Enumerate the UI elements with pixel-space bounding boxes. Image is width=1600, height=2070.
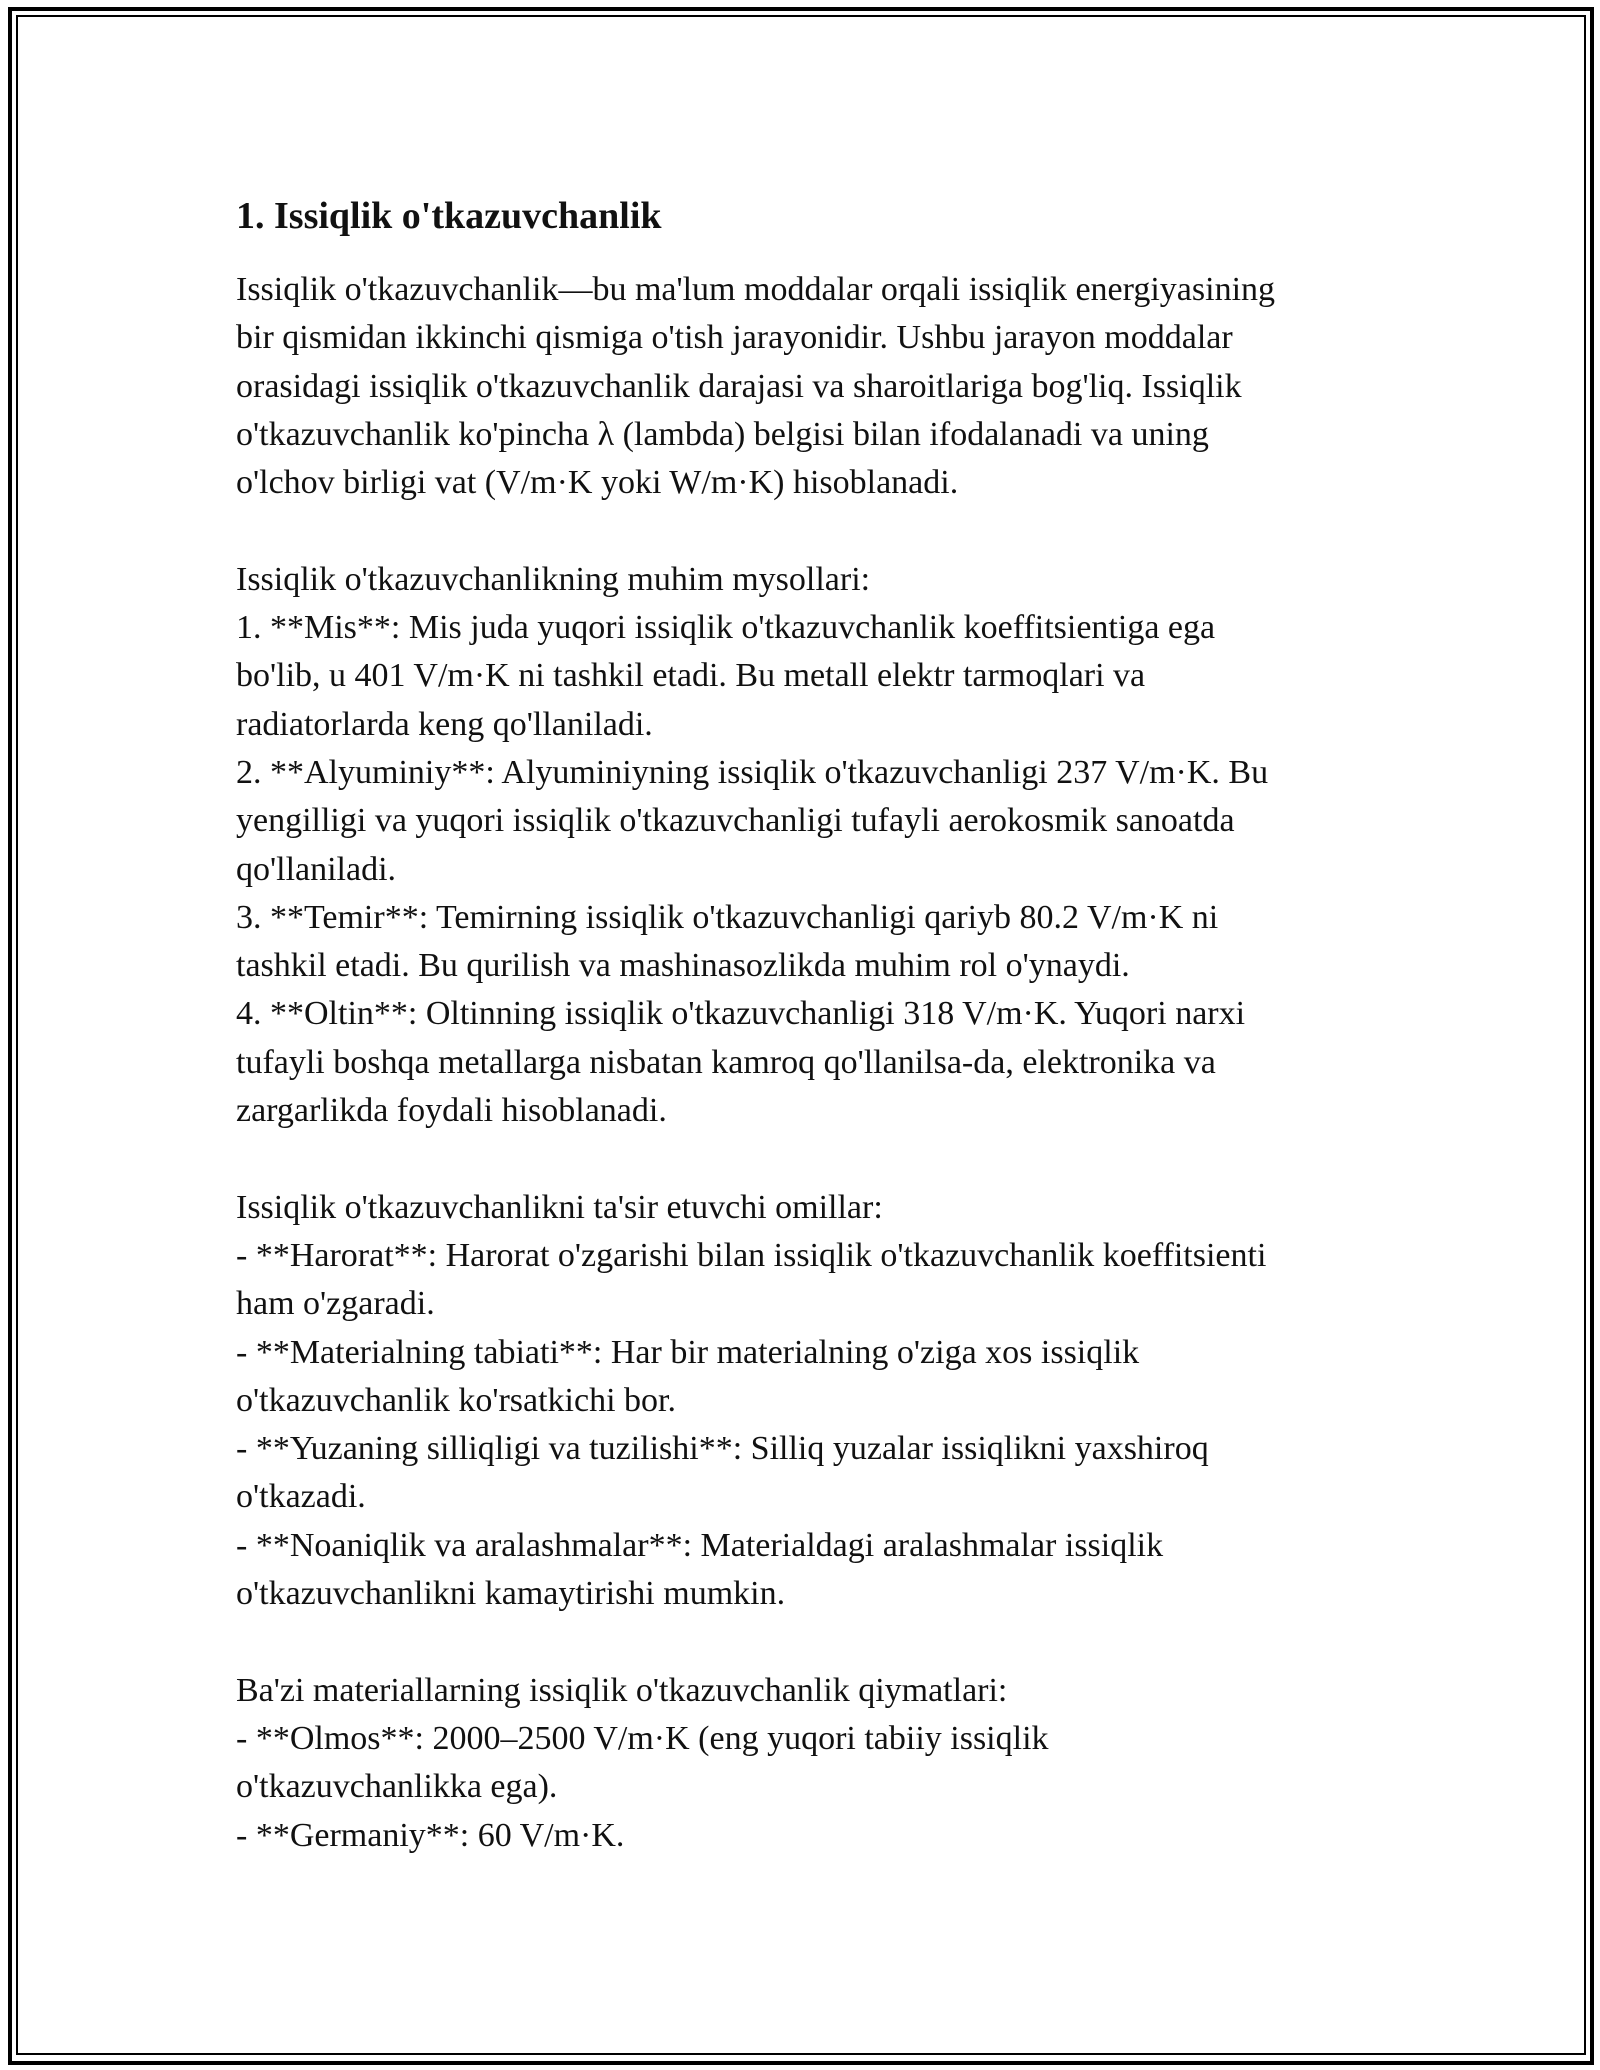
text-line: orasidagi issiqlik o'tkazuvchanlik darajasi va sharoitlariga bog'liq. Issiqlik bbox=[236, 367, 1242, 405]
text-line: radiatorlarda keng qo'llaniladi. bbox=[236, 705, 653, 743]
text-line: bir qismidan ikkinchi qismiga o'tish jarayonidir. Ushbu jarayon moddalar bbox=[236, 319, 1233, 357]
page-title: 1. Issiqlik o'tkazuvchanlik bbox=[236, 195, 662, 237]
text-line: o'tkazuvchanlik ko'pincha λ (lambda) belgisi bilan ifodalanadi va uning bbox=[236, 415, 1209, 453]
text-line: o'lchov birligi vat (V/m·K yoki W/m·K) hisoblanadi. bbox=[236, 464, 959, 502]
document-body bbox=[236, 266, 1396, 1860]
blank-line bbox=[236, 1135, 1396, 1183]
text-line: Issiqlik o'tkazuvchanlik—bu ma'lum moddalar orqali issiqlik energiyasining bbox=[236, 271, 1276, 308]
text-line: Issiqlik o'tkazuvchanlikning muhim mysollari: bbox=[236, 560, 871, 598]
text-line: zargarlikda foydali hisoblanadi. bbox=[236, 1092, 667, 1130]
text-line: o'tkazuvchanlikka ega). bbox=[236, 1768, 558, 1806]
text-line: 1. **Mis**: Mis juda yuqori issiqlik o'tkazuvchanlik koeffitsientiga ega bbox=[236, 609, 1216, 647]
text-line: Ba'zi materiallarning issiqlik o'tkazuvchanlik qiymatlari: bbox=[236, 1671, 1008, 1709]
text-line: yengilligi va yuqori issiqlik o'tkazuvchanligi tufayli aerokosmik sanoatda bbox=[236, 802, 1235, 840]
text-line: o'tkazuvchanlik ko'rsatkichi bor. bbox=[236, 1381, 676, 1419]
text-line: qo'llaniladi. bbox=[236, 850, 397, 888]
text-line: - **Harorat**: Harorat o'zgarishi bilan issiqlik o'tkazuvchanlik koeffitsienti bbox=[236, 1236, 1267, 1274]
text-line: tufayli boshqa metallarga nisbatan kamroq qo'llanilsa-da, elektronika va bbox=[236, 1043, 1216, 1081]
text-line: tashkil etadi. Bu qurilish va mashinasozlikda muhim rol o'ynaydi. bbox=[236, 947, 1130, 985]
text-line: ham o'zgaradi. bbox=[236, 1285, 435, 1323]
text-line: 3. **Temir**: Temirning issiqlik o'tkazuvchanligi qariyb 80.2 V/m·K ni bbox=[236, 898, 1219, 936]
text-line: o'tkazadi. bbox=[236, 1478, 366, 1516]
document-page bbox=[236, 180, 1396, 1860]
text-line: - **Noaniqlik va aralashmalar**: Materialdagi aralashmalar issiqlik bbox=[236, 1526, 1164, 1564]
blank-line bbox=[236, 507, 1396, 555]
text-line: - **Materialning tabiati**: Har bir materialning o'ziga xos issiqlik bbox=[236, 1333, 1140, 1371]
text-line: o'tkazuvchanlikni kamaytirishi mumkin. bbox=[236, 1575, 786, 1613]
text-line: bo'lib, u 401 V/m·K ni tashkil etadi. Bu metall elektr tarmoqlari va bbox=[236, 657, 1146, 695]
text-line: 2. **Alyuminiy**: Alyuminiyning issiqlik o'tkazuvchanligi 237 V/m·K. Bu bbox=[236, 753, 1269, 791]
text-line: - **Yuzaning silliqligi va tuzilishi**: Silliq yuzalar issiqlikni yaxshiroq bbox=[236, 1430, 1209, 1468]
text-line: - **Germaniy**: 60 V/m·K. bbox=[236, 1816, 625, 1854]
text-line: - **Olmos**: 2000–2500 V/m·K (eng yuqori tabiiy issiqlik bbox=[236, 1719, 1049, 1757]
text-line: 4. **Oltin**: Oltinning issiqlik o'tkazuvchanligi 318 V/m·K. Yuqori narxi bbox=[236, 995, 1246, 1033]
text-line: Issiqlik o'tkazuvchanlikni ta'sir etuvchi omillar: bbox=[236, 1188, 883, 1226]
blank-line bbox=[236, 1618, 1396, 1666]
